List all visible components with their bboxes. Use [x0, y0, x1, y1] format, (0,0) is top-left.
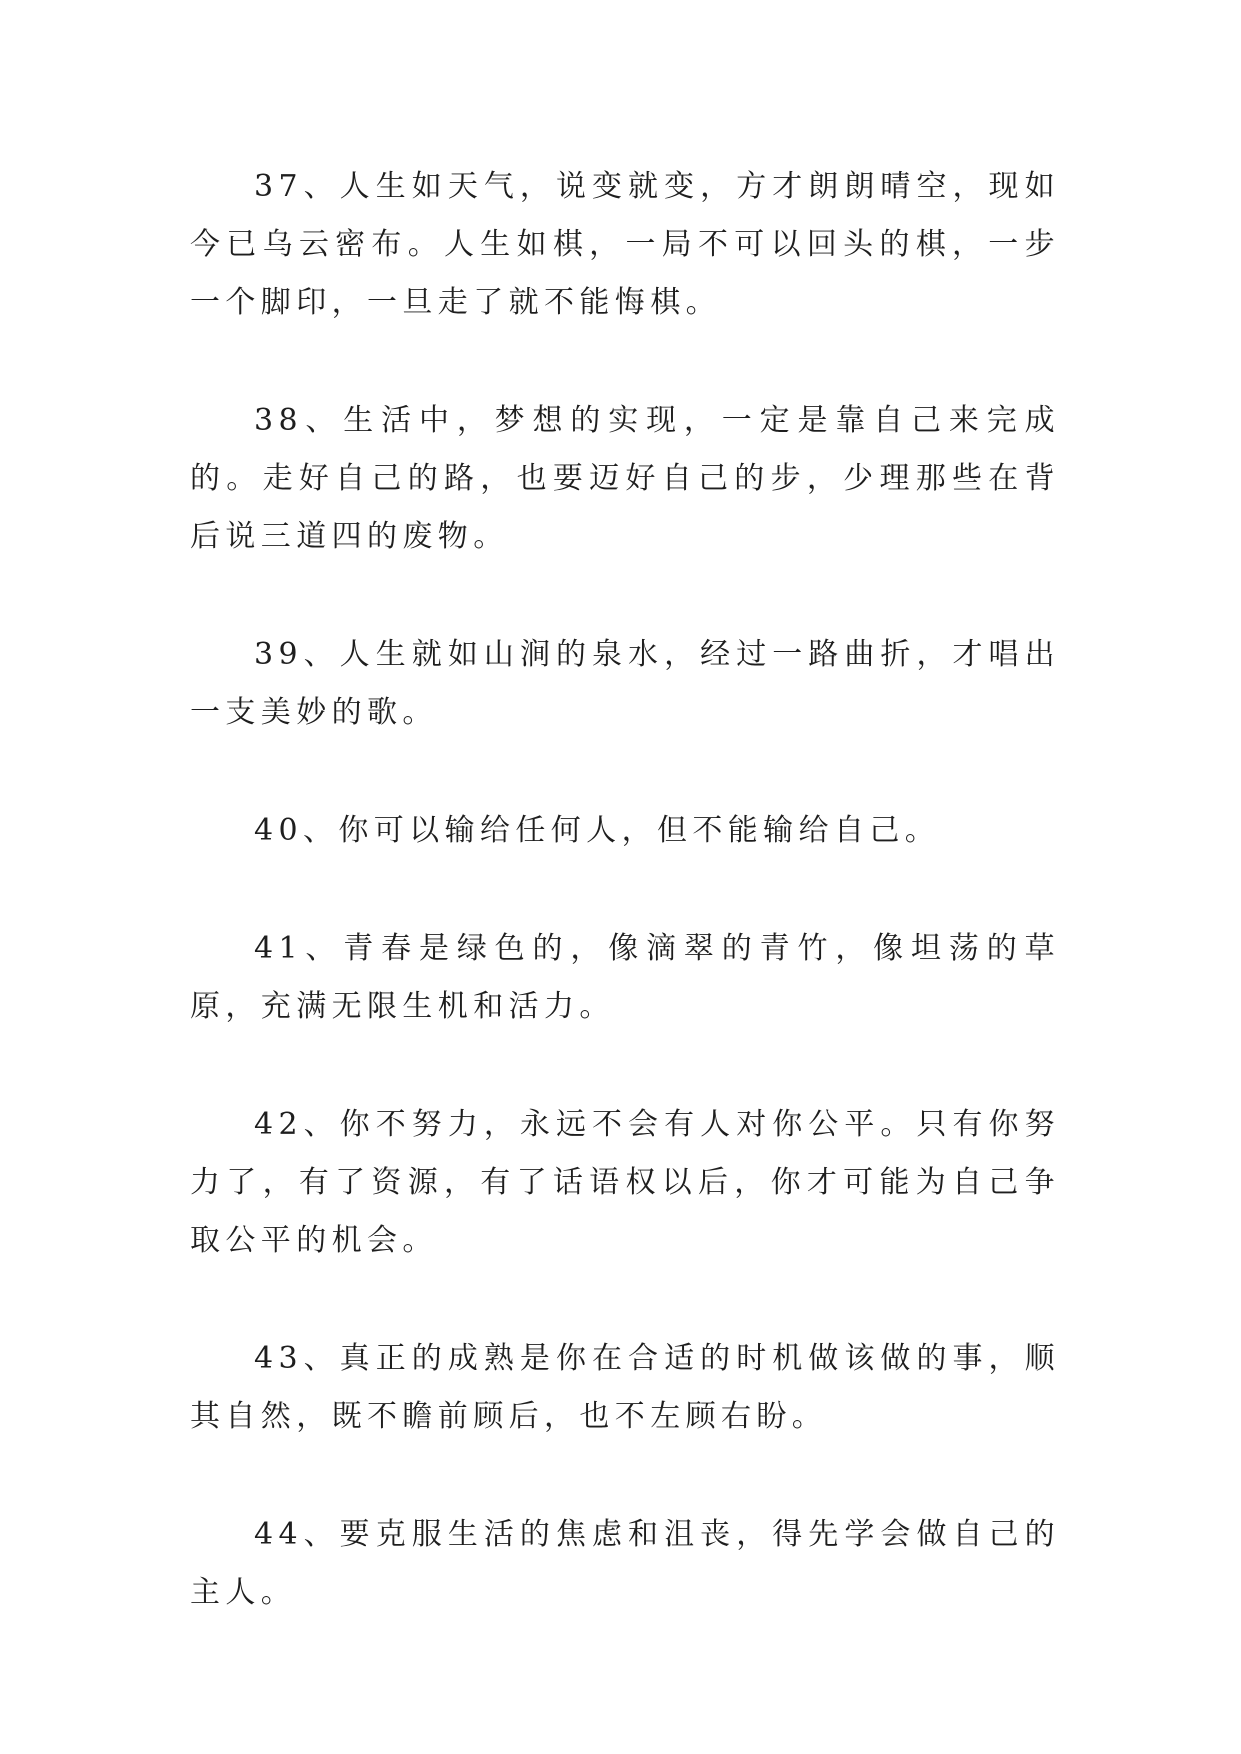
paragraph-39: 39、人生就如山涧的泉水，经过一路曲折，才唱出一支美妙的歌。 [190, 637, 1060, 730]
paragraph-40: 40、你可以输给任何人，但不能输给自己。 [254, 813, 941, 848]
document-body [190, 158, 1060, 1622]
paragraph-44: 44、要克服生活的焦虑和沮丧，得先学会做自己的主人。 [190, 1517, 1060, 1610]
paragraph-43: 43、真正的成熟是你在合适的时机做该做的事，顺其自然，既不瞻前顾后，也不左顾右盼。 [190, 1341, 1060, 1434]
paragraph-37: 37、人生如天气，说变就变，方才朗朗晴空，现如今已乌云密布。人生如棋，一局不可以回头的棋，一步一个脚印，一旦走了就不能悔棋。 [190, 169, 1060, 320]
paragraph-38: 38、生活中，梦想的实现，一定是靠自己来完成的。走好自己的路，也要迈好自己的步，少理那些在背后说三道四的废物。 [190, 403, 1060, 554]
paragraph-42: 42、你不努力，永远不会有人对你公平。只有你努力了，有了资源，有了话语权以后，你才可能为自己争取公平的机会。 [190, 1107, 1060, 1258]
paragraph-41: 41、青春是绿色的，像滴翠的青竹，像坦荡的草原，充满无限生机和活力。 [190, 931, 1060, 1024]
